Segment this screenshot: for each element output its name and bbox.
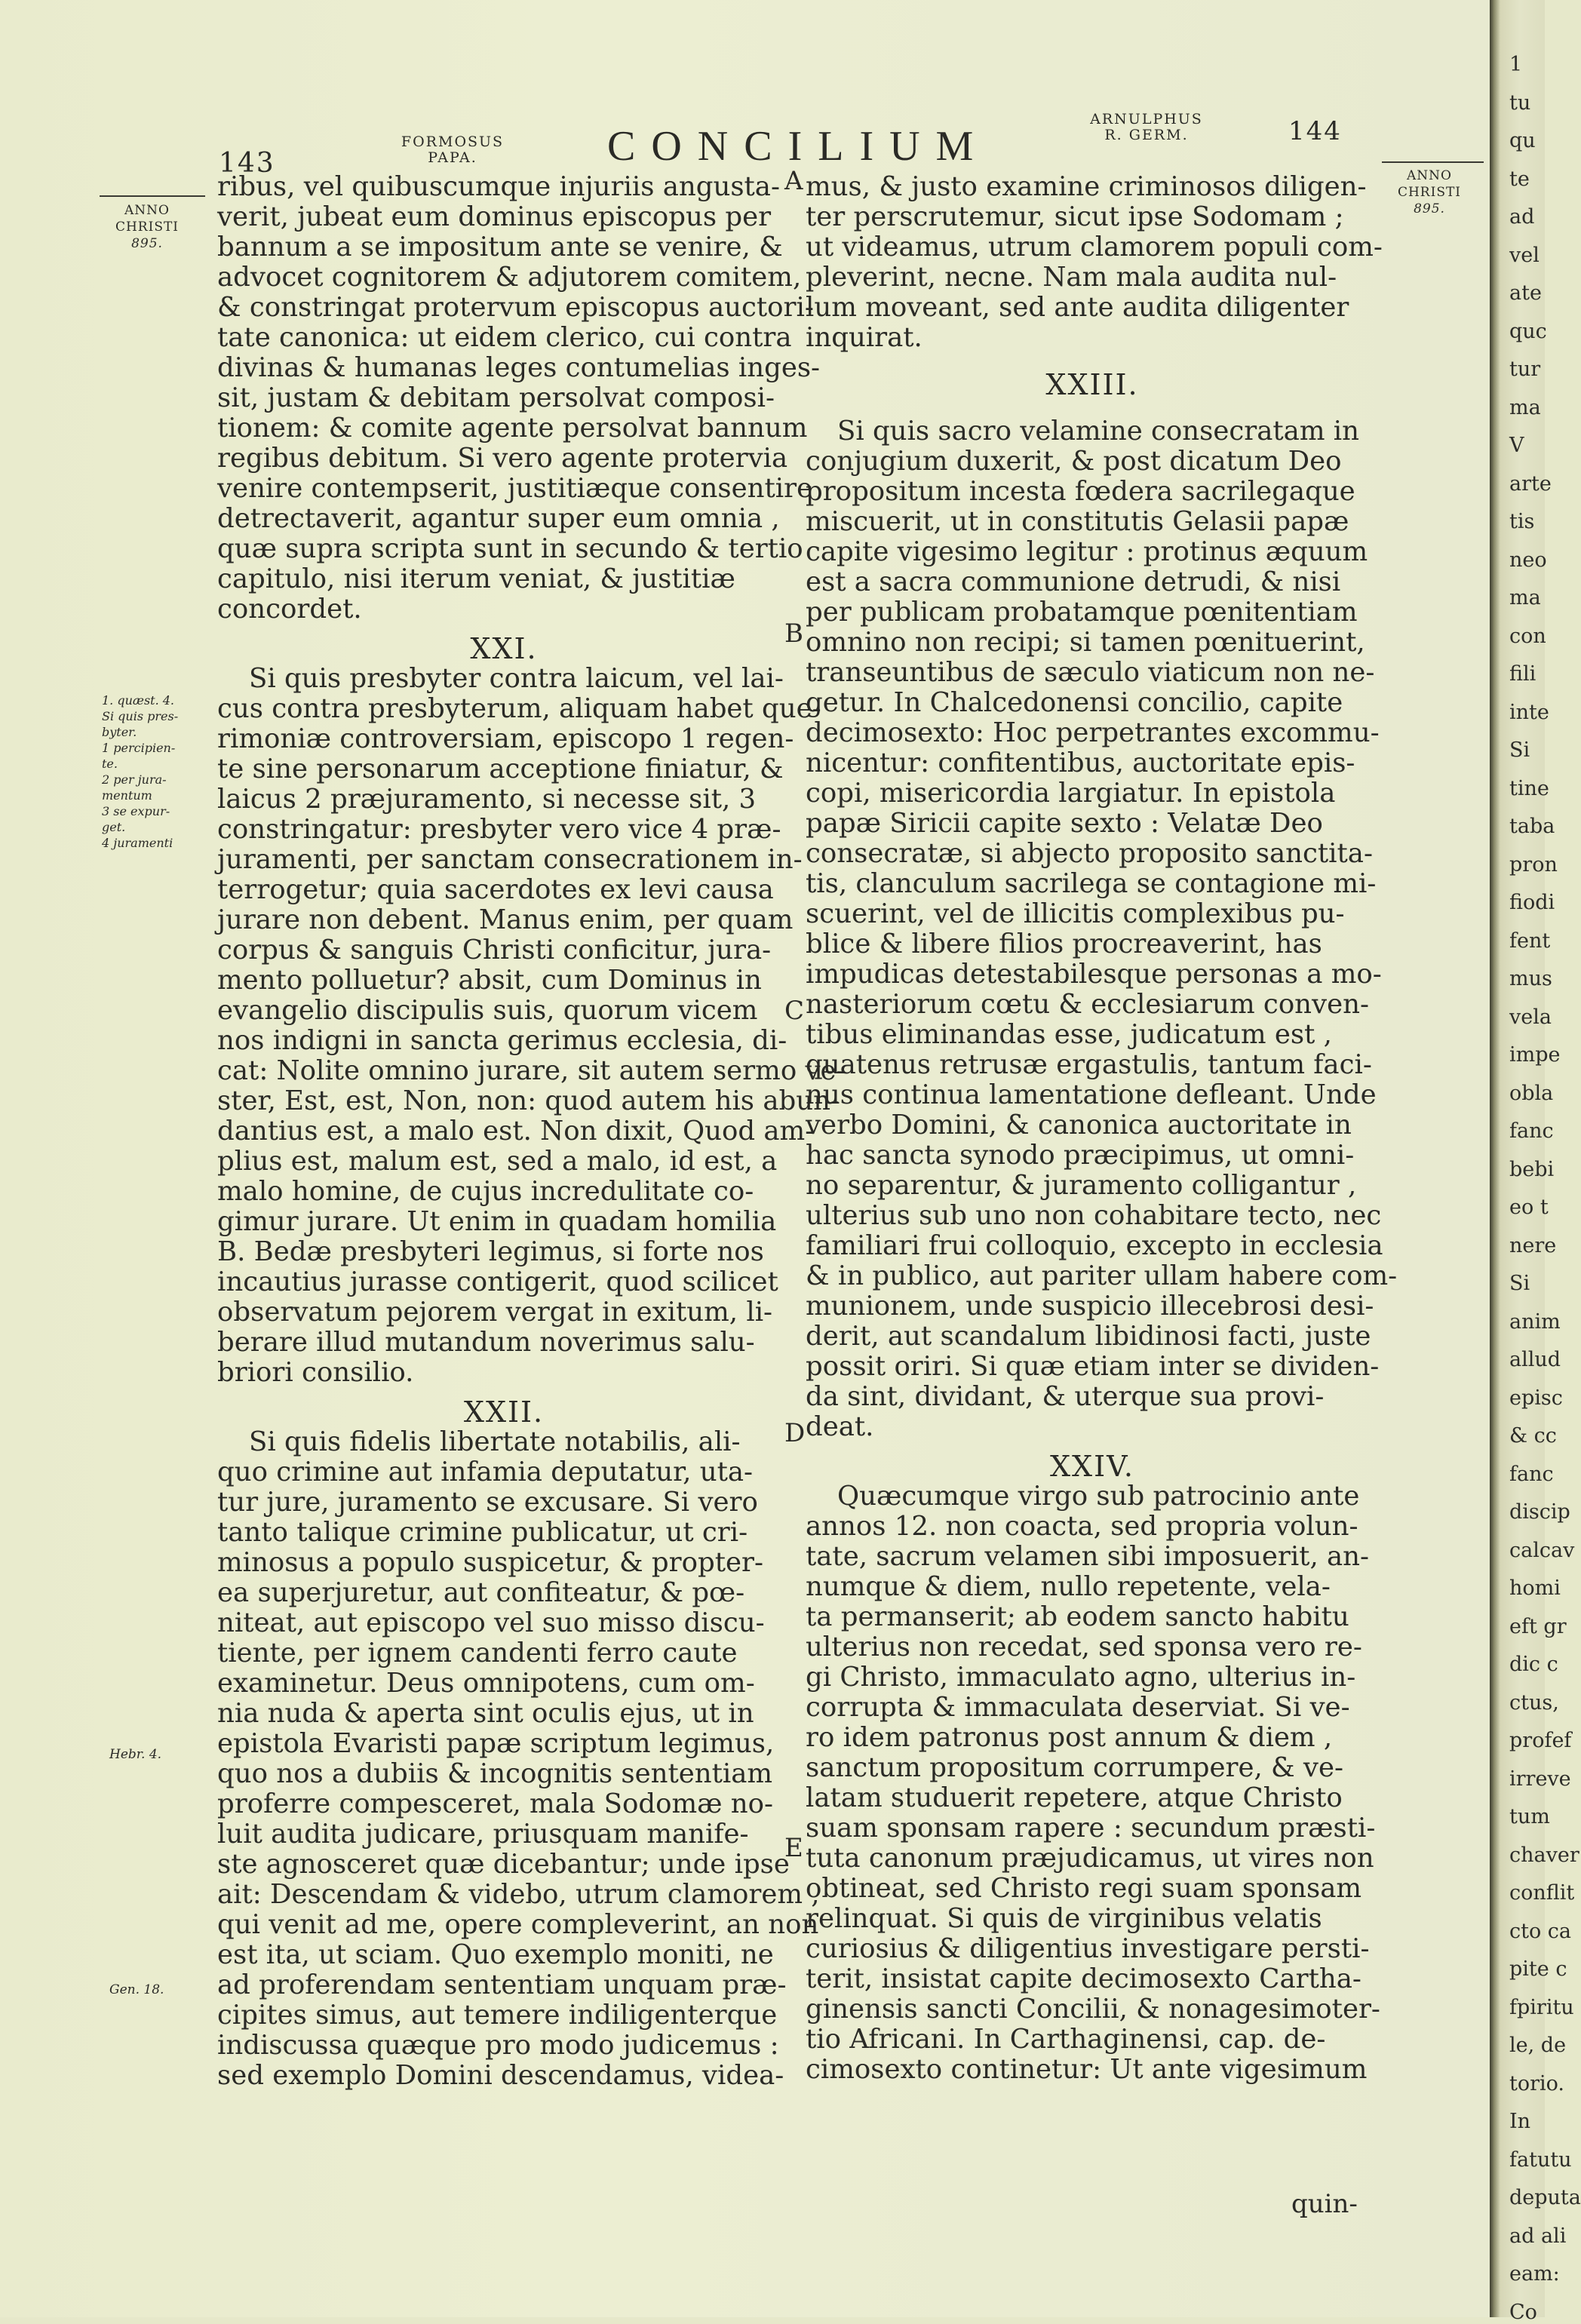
text-line: berare illud mutandum noverimus salu- — [217, 1327, 755, 1358]
text-line: gi Christo, immaculato agno, ulterius in- — [806, 1662, 1356, 1693]
adjacent-page-fragment: vel — [1509, 243, 1540, 267]
text-line: inquirat. — [806, 322, 923, 353]
section-heading-xxii: XXII. — [463, 1395, 545, 1429]
text-line: suam sponsam rapere : secundum præsti- — [806, 1813, 1376, 1844]
adjacent-page-fragment: taba — [1509, 815, 1555, 838]
adjacent-page-fragment: profef — [1509, 1729, 1572, 1752]
adjacent-page-fragment: fanc — [1509, 1462, 1554, 1486]
adjacent-page-fragment: eam: — [1509, 2262, 1560, 2286]
adjacent-page-fragment: eo t — [1509, 1196, 1549, 1219]
adjacent-page-fragment: tum — [1509, 1805, 1550, 1828]
adjacent-page-fragment: qu — [1509, 129, 1536, 152]
adjacent-page-fragment: arte — [1509, 471, 1552, 496]
adjacent-page-fragment: ad — [1509, 205, 1535, 229]
left-subheading — [377, 134, 528, 166]
text-line: niteat, aut episcopo vel suo misso discu- — [217, 1607, 765, 1638]
adjacent-page-fragment: inte — [1509, 700, 1549, 724]
text-line: cimosexto continetur: Ut ante vigesimum — [806, 2054, 1368, 2085]
adjacent-page-fragment: allud — [1509, 1348, 1561, 1371]
right-subheading-line: ARNULPHUS — [1090, 111, 1203, 127]
text-line: curiosius & diligentius investigare persti- — [806, 1933, 1370, 1964]
adjacent-page-fragment: homi — [1509, 1576, 1561, 1600]
adjacent-page-fragment: dic c — [1509, 1653, 1558, 1676]
adjacent-page-fragment: fpiritu — [1509, 1995, 1574, 2019]
text-line: ait: Descendam & videbo, utrum clamorem , — [217, 1879, 820, 1910]
text-line: hac sancta synodo præcipimus, ut omni- — [806, 1140, 1355, 1171]
text-line: per publicam probatamque pœnitentiam — [806, 597, 1358, 628]
text-line: corpus & sanguis Christi conficitur, jura- — [217, 935, 772, 966]
adjacent-page-fragment: episc — [1509, 1386, 1563, 1410]
text-line: tate, sacrum velamen sibi imposuerit, an- — [806, 1541, 1370, 1572]
left-block-1 — [217, 171, 821, 625]
anno-divider-right — [1382, 161, 1484, 163]
text-line: ulterius non recedat, sed sponsa vero re- — [806, 1632, 1362, 1662]
text-line: briori consilio. — [217, 1357, 414, 1388]
text-line: tibus eliminandas esse, judicatum est , — [806, 1019, 1332, 1050]
adjacent-page-fragment: quc — [1509, 319, 1547, 343]
text-line: observatum pejorem vergat in exitum, li- — [217, 1297, 773, 1328]
adjacent-page-fragment: te — [1509, 167, 1530, 191]
left-block-2 — [217, 663, 846, 1388]
margin-note: 2 per jura- — [102, 772, 167, 787]
text-line: cat: Nolite omnino jurare, sit autem sermo ve- — [217, 1055, 846, 1086]
page-title: CONCILIUM — [607, 123, 990, 170]
margin-note: te. — [102, 757, 118, 771]
text-line: Si quis presbyter contra laicum, vel lai- — [249, 663, 784, 694]
adjacent-page-fragment: con — [1509, 624, 1546, 648]
text-line: quatenus retrusæ ergastulis, tantum faci- — [806, 1049, 1372, 1080]
adjacent-page-fragment: impe — [1509, 1043, 1561, 1067]
text-line: gimur jurare. Ut enim in quadam homilia — [217, 1206, 777, 1237]
left-subheading-line: FORMOSUS — [401, 134, 505, 150]
text-line: ter perscrutemur, sicut ipse Sodomam ; — [806, 201, 1344, 232]
adjacent-page-fragment: anim — [1509, 1309, 1561, 1334]
text-line: venire contempserit, justitiæque consentire — [217, 473, 813, 504]
section-letter-e: E — [784, 1833, 803, 1863]
adjacent-page-fragment: cto ca — [1509, 1919, 1572, 1943]
text-line: deat. — [806, 1411, 874, 1442]
text-line: dantius est, a malo est. Non dixit, Quod am- — [217, 1116, 815, 1147]
adjacent-page-fragment: tine — [1509, 776, 1549, 800]
text-line: consecratæ, si abjecto proposito sanctita- — [806, 838, 1373, 869]
text-line: mus, & justo examine criminosos diligen- — [806, 171, 1367, 202]
text-line: rimoniæ controversiam, episcopo 1 regen- — [217, 723, 794, 754]
adjacent-page-fragment: fent — [1509, 929, 1551, 953]
text-line: nicentur: confitentibus, auctoritate epis- — [806, 748, 1355, 778]
text-line: regibus debitum. Si vero agente protervia — [217, 443, 788, 474]
catchword: quin- — [1291, 2189, 1358, 2219]
text-line: ribus, vel quibuscumque injuriis angusta- — [217, 171, 780, 202]
section-heading-xxiv: XXIV. — [1050, 1450, 1134, 1483]
adjacent-page-fragment: Si — [1509, 1272, 1530, 1295]
text-line: sed exemplo Domini descendamus, videa- — [217, 2060, 784, 2091]
text-line: possit oriri. Si quæ etiam inter se dividen- — [806, 1351, 1380, 1382]
adjacent-page-fragment: fiodi — [1509, 891, 1555, 914]
text-line: est a sacra communione detrudi, & nisi — [806, 566, 1341, 597]
anno-line: CHRISTI — [1397, 185, 1462, 200]
adjacent-page-fragment: conflit — [1509, 1881, 1575, 1905]
text-line: propositum incesta fœdera sacrilegaque — [806, 476, 1355, 507]
text-line: concordet. — [217, 594, 362, 625]
text-line: verit, jubeat eum dominus episcopus per — [217, 201, 772, 232]
text-line: copi, misericordia largiatur. In epistola — [806, 778, 1336, 809]
text-line: pleverint, necne. Nam mala audita nul- — [806, 262, 1337, 293]
adjacent-page-fragment: Si — [1509, 738, 1530, 762]
left-subheading-line: PAPA. — [428, 149, 477, 166]
text-line: munionem, unde suspicio illecebrosi desi- — [806, 1291, 1374, 1322]
right-block-3 — [806, 1481, 1379, 2085]
text-line: divinas & humanas leges contumelias inges- — [217, 352, 821, 383]
text-line: bannum a se impositum ante se venire, & — [217, 232, 783, 262]
text-line: tuta canonum præjudicamus, ut vires non — [806, 1843, 1374, 1874]
adjacent-page-edge — [1490, 0, 1581, 2324]
margin-note: 1. quæst. 4. — [102, 693, 175, 708]
right-column — [806, 171, 1398, 2085]
text-line: omnino non recipi; si tamen pœnituerint, — [806, 627, 1365, 658]
text-line: evangelio discipulis suis, quorum vicem — [217, 995, 758, 1026]
text-line: advocet cognitorem & adjutorem comitem, — [217, 262, 802, 293]
text-line: constringatur: presbyter vero vice 4 præ- — [217, 814, 781, 845]
adjacent-page-fragment: tis — [1509, 510, 1535, 533]
text-line: ad proferendam sententiam unquam præ- — [217, 1969, 787, 2000]
section-letter-b: B — [784, 619, 803, 649]
anno-christi-left — [106, 202, 189, 252]
text-line: conjugium duxerit, & post dicatum Deo — [806, 446, 1342, 477]
margin-note: 3 se expur- — [102, 804, 170, 818]
adjacent-page-fragment: mus — [1509, 967, 1552, 990]
adjacent-page-fragment: fili — [1509, 662, 1536, 686]
adjacent-page-fragment: le, de — [1509, 2034, 1567, 2057]
text-line: quo crimine aut infamia deputatur, uta- — [217, 1457, 753, 1487]
text-line: decimosexto: Hoc perpetrantes excommu- — [806, 717, 1380, 748]
adjacent-page-fragment: In — [1509, 2110, 1531, 2133]
text-line: transeuntibus de sæculo viaticum non ne- — [806, 657, 1375, 688]
adjacent-page-fragment: obla — [1509, 1081, 1554, 1105]
adjacent-page-fragment: fatutu — [1509, 2147, 1572, 2172]
text-line: nos indigni in sancta gerimus ecclesia, di- — [217, 1025, 787, 1056]
anno-christi-right — [1388, 167, 1471, 217]
section-heading-xxi: XXI. — [470, 632, 538, 665]
right-block-1 — [806, 171, 1383, 353]
adjacent-page-fragment: & cc — [1509, 1424, 1557, 1448]
adjacent-page-fragment: 1 — [1509, 53, 1523, 76]
text-line: numque & diem, nullo repetente, vela- — [806, 1571, 1331, 1602]
section-letter-d: D — [784, 1418, 806, 1448]
adjacent-page-fragment: ctus, — [1509, 1690, 1559, 1715]
margin-note: get. — [102, 820, 126, 834]
text-line: luit audita judicare, priusquam manife- — [217, 1819, 749, 1850]
text-line: relinquat. Si quis de virginibus velatis — [806, 1903, 1322, 1934]
text-line: quæ supra scripta sunt in secundo & tertio — [217, 533, 803, 564]
text-line: mento polluetur? absit, cum Dominus in — [217, 965, 762, 996]
text-line: tur jure, juramento se excusare. Si vero — [217, 1487, 758, 1518]
text-line: ea superjuretur, aut confiteatur, & pœ- — [217, 1577, 745, 1608]
adjacent-page-fragment: calcav — [1509, 1538, 1575, 1562]
right-subheading-line: R. GERM. — [1104, 127, 1189, 143]
adjacent-page-fragment: fanc — [1509, 1119, 1554, 1143]
adjacent-page-fragment: pron — [1509, 852, 1558, 876]
adjacent-page-fragment: ad ali — [1509, 2224, 1567, 2248]
text-line: & in publico, aut pariter ullam habere com- — [806, 1260, 1398, 1291]
text-line: sanctum propositum corrumpere, & ve- — [806, 1752, 1343, 1783]
text-line: getur. In Chalcedonensi concilio, capite — [806, 687, 1343, 718]
text-line: nia nuda & aperta sint oculis ejus, ut in — [217, 1698, 754, 1729]
text-line: examinetur. Deus omnipotens, cum om- — [217, 1668, 755, 1699]
adjacent-page-fragment: ma — [1509, 586, 1541, 609]
adjacent-page-fragment: vela — [1509, 1005, 1552, 1029]
adjacent-page-fragment: ate — [1509, 281, 1542, 305]
page-number-left: 143 — [219, 148, 275, 179]
text-line: corrupta & immaculata deserviat. Si ve- — [806, 1692, 1350, 1723]
adjacent-page-fragment: eft gr — [1509, 1614, 1567, 1638]
text-line: est ita, ut sciam. Quo exemplo moniti, ne — [217, 1939, 774, 1970]
text-line: tanto talique crimine publicatur, ut cri- — [217, 1517, 748, 1548]
text-line: proferre compesceret, mala Sodomæ no- — [217, 1788, 773, 1819]
text-line: obtineat, sed Christo regi suam sponsam — [806, 1873, 1362, 1904]
text-line: ta permanserit; ab eodem sancto habitu — [806, 1601, 1349, 1632]
text-line: tionem: & comite agente persolvat bannum — [217, 413, 808, 444]
text-line: & constringat protervum episcopus auctori- — [217, 292, 814, 323]
margin-note: 4 juramenti — [102, 836, 173, 850]
adjacent-page-fragment: irreve — [1509, 1767, 1571, 1791]
text-line: sit, justam & debitam persolvat composi- — [217, 382, 775, 413]
text-line: cipites simus, aut temere indiligenterque — [217, 2000, 778, 2031]
right-subheading — [1056, 112, 1237, 143]
text-line: Si quis sacro velamine consecratam in — [837, 416, 1360, 447]
text-line: laicus 2 præjuramento, si necesse sit, 3 — [217, 784, 757, 815]
anno-line: 895. — [131, 236, 163, 251]
text-line: indiscussa quæque pro modo judicemus : — [217, 2030, 779, 2061]
margin-note: byter. — [102, 725, 137, 739]
text-line: terrogetur; quia sacerdotes ex levi causa — [217, 874, 774, 905]
text-line: ster, Est, est, Non, non: quod autem his abun- — [217, 1085, 840, 1116]
text-line: incautius jurasse contigerit, quod scilicet — [217, 1266, 778, 1297]
text-line: ro idem patronus post annum & diem , — [806, 1722, 1333, 1753]
right-block-2 — [806, 416, 1398, 1442]
text-line: impudicas detestabilesque personas a mo- — [806, 959, 1382, 990]
text-line: capitulo, nisi iterum veniat, & justitiæ — [217, 563, 735, 594]
text-line: qui venit ad me, opere compleverint, an non — [217, 1909, 819, 1940]
adjacent-page-fragment: pite c — [1509, 1957, 1567, 1981]
text-line: ulterius sub uno non cohabitare tecto, nec — [806, 1200, 1382, 1231]
adjacent-page-fragment: torio. — [1509, 2071, 1565, 2095]
section-heading-xxiii: XXIII. — [1045, 368, 1139, 401]
adjacent-page-fragment: bebi — [1509, 1157, 1555, 1181]
text-line: plius est, malum est, sed a malo, id est, a — [217, 1146, 778, 1177]
text-line: cus contra presbyterum, aliquam habet que- — [217, 693, 821, 724]
text-line: tio Africani. In Carthaginensi, cap. de- — [806, 2024, 1326, 2055]
text-line: da sint, dividant, & uterque sua provi- — [806, 1381, 1325, 1412]
text-line: epistola Evaristi papæ scriptum legimus, — [217, 1728, 775, 1759]
margin-note: Si quis pres- — [102, 709, 179, 723]
text-line: Quæcumque virgo sub patrocinio ante — [837, 1481, 1360, 1512]
adjacent-page-fragment: nere — [1509, 1233, 1557, 1257]
text-line: no separentur, & juramento colligantur , — [806, 1170, 1357, 1201]
text-line: tis, clanculum sacrilega se contagione mi- — [806, 868, 1377, 899]
adjacent-page-fragment: V — [1509, 434, 1524, 457]
text-line: nasteriorum cœtu & ecclesiarum conven- — [806, 989, 1369, 1020]
text-line: B. Bedæ presbyteri legimus, si forte nos — [217, 1236, 764, 1267]
text-line: lum moveant, sed ante audita diligenter — [806, 292, 1349, 323]
anno-line: CHRISTI — [115, 220, 180, 235]
text-line: detrectaverit, agantur super eum omnia , — [217, 503, 780, 534]
text-line: ste agnosceret quæ dicebantur; unde ipse — [217, 1849, 790, 1880]
text-line: annos 12. non coacta, sed propria volun- — [806, 1511, 1358, 1542]
text-line: latam studuerit repetere, atque Christo — [806, 1782, 1343, 1813]
text-line: minosus a populo suspicetur, & propter- — [217, 1547, 763, 1578]
text-line: juramenti, per sanctam consecrationem in- — [217, 844, 803, 875]
text-line: te sine personarum acceptione finiatur, & — [217, 754, 784, 784]
adjacent-page-fragment: deputa — [1509, 2186, 1581, 2209]
anno-line: ANNO — [1407, 168, 1452, 183]
adjacent-page-fragment: chaver — [1509, 1843, 1579, 1867]
text-line: nus continua lamentatione defleant. Unde — [806, 1079, 1377, 1110]
adjacent-page-fragment: tur — [1509, 358, 1541, 381]
adjacent-page-fragment: Co — [1509, 2300, 1537, 2324]
text-line: capite vigesimo legitur : protinus æquum — [806, 536, 1368, 567]
section-letter-c: C — [784, 996, 805, 1026]
adjacent-page-fragment: tu — [1509, 91, 1531, 115]
anno-line: ANNO — [124, 203, 170, 218]
margin-ref-hebr: Hebr. 4. — [109, 1747, 162, 1762]
adjacent-page-fragment: ma — [1509, 395, 1541, 419]
anno-divider-left — [100, 195, 205, 197]
margin-note: 1 percipien- — [102, 741, 176, 755]
text-line: tiente, per ignem candenti ferro caute — [217, 1638, 738, 1669]
section-letter-a: A — [784, 166, 803, 196]
anno-line: 895. — [1414, 201, 1445, 216]
left-block-3 — [217, 1426, 820, 2091]
adjacent-page-fragment: neo — [1509, 548, 1547, 572]
text-line: quo nos a dubiis & incognitis sententiam — [217, 1758, 773, 1789]
margin-ref-gen: Gen. 18. — [109, 1982, 164, 1997]
text-line: terit, insistat capite decimosexto Cartha- — [806, 1963, 1362, 1994]
text-line: tate canonica: ut eidem clerico, cui contra — [217, 322, 792, 353]
text-line: blice & libere filios procreaverint, has — [806, 929, 1322, 959]
text-line: malo homine, de cujus incredulitate co- — [217, 1176, 754, 1207]
text-line: Si quis fidelis libertate notabilis, ali- — [249, 1426, 741, 1457]
text-line: familiari frui colloquio, excepto in ecclesia — [806, 1230, 1383, 1261]
text-line: ut videamus, utrum clamorem populi com- — [806, 232, 1383, 262]
text-line: ginensis sancti Concilii, & nonagesimoter- — [806, 1994, 1380, 2025]
margin-note: mentum — [102, 788, 152, 803]
text-line: scuerint, vel de illicitis complexibus pu- — [806, 898, 1345, 929]
text-line: jurare non debent. Manus enim, per quam — [217, 904, 794, 935]
text-line: papæ Siricii capite sexto : Velatæ Deo — [806, 808, 1323, 839]
text-line: miscuerit, ut in constitutis Gelasii papæ — [806, 506, 1349, 537]
text-line: derit, aut scandalum libidinosi facti, juste — [806, 1321, 1371, 1352]
adjacent-page-fragment: discip — [1509, 1500, 1570, 1524]
page-number-right: 144 — [1288, 116, 1342, 146]
text-line: verbo Domini, & canonica auctoritate in — [806, 1110, 1352, 1141]
margin-notes — [102, 692, 178, 851]
